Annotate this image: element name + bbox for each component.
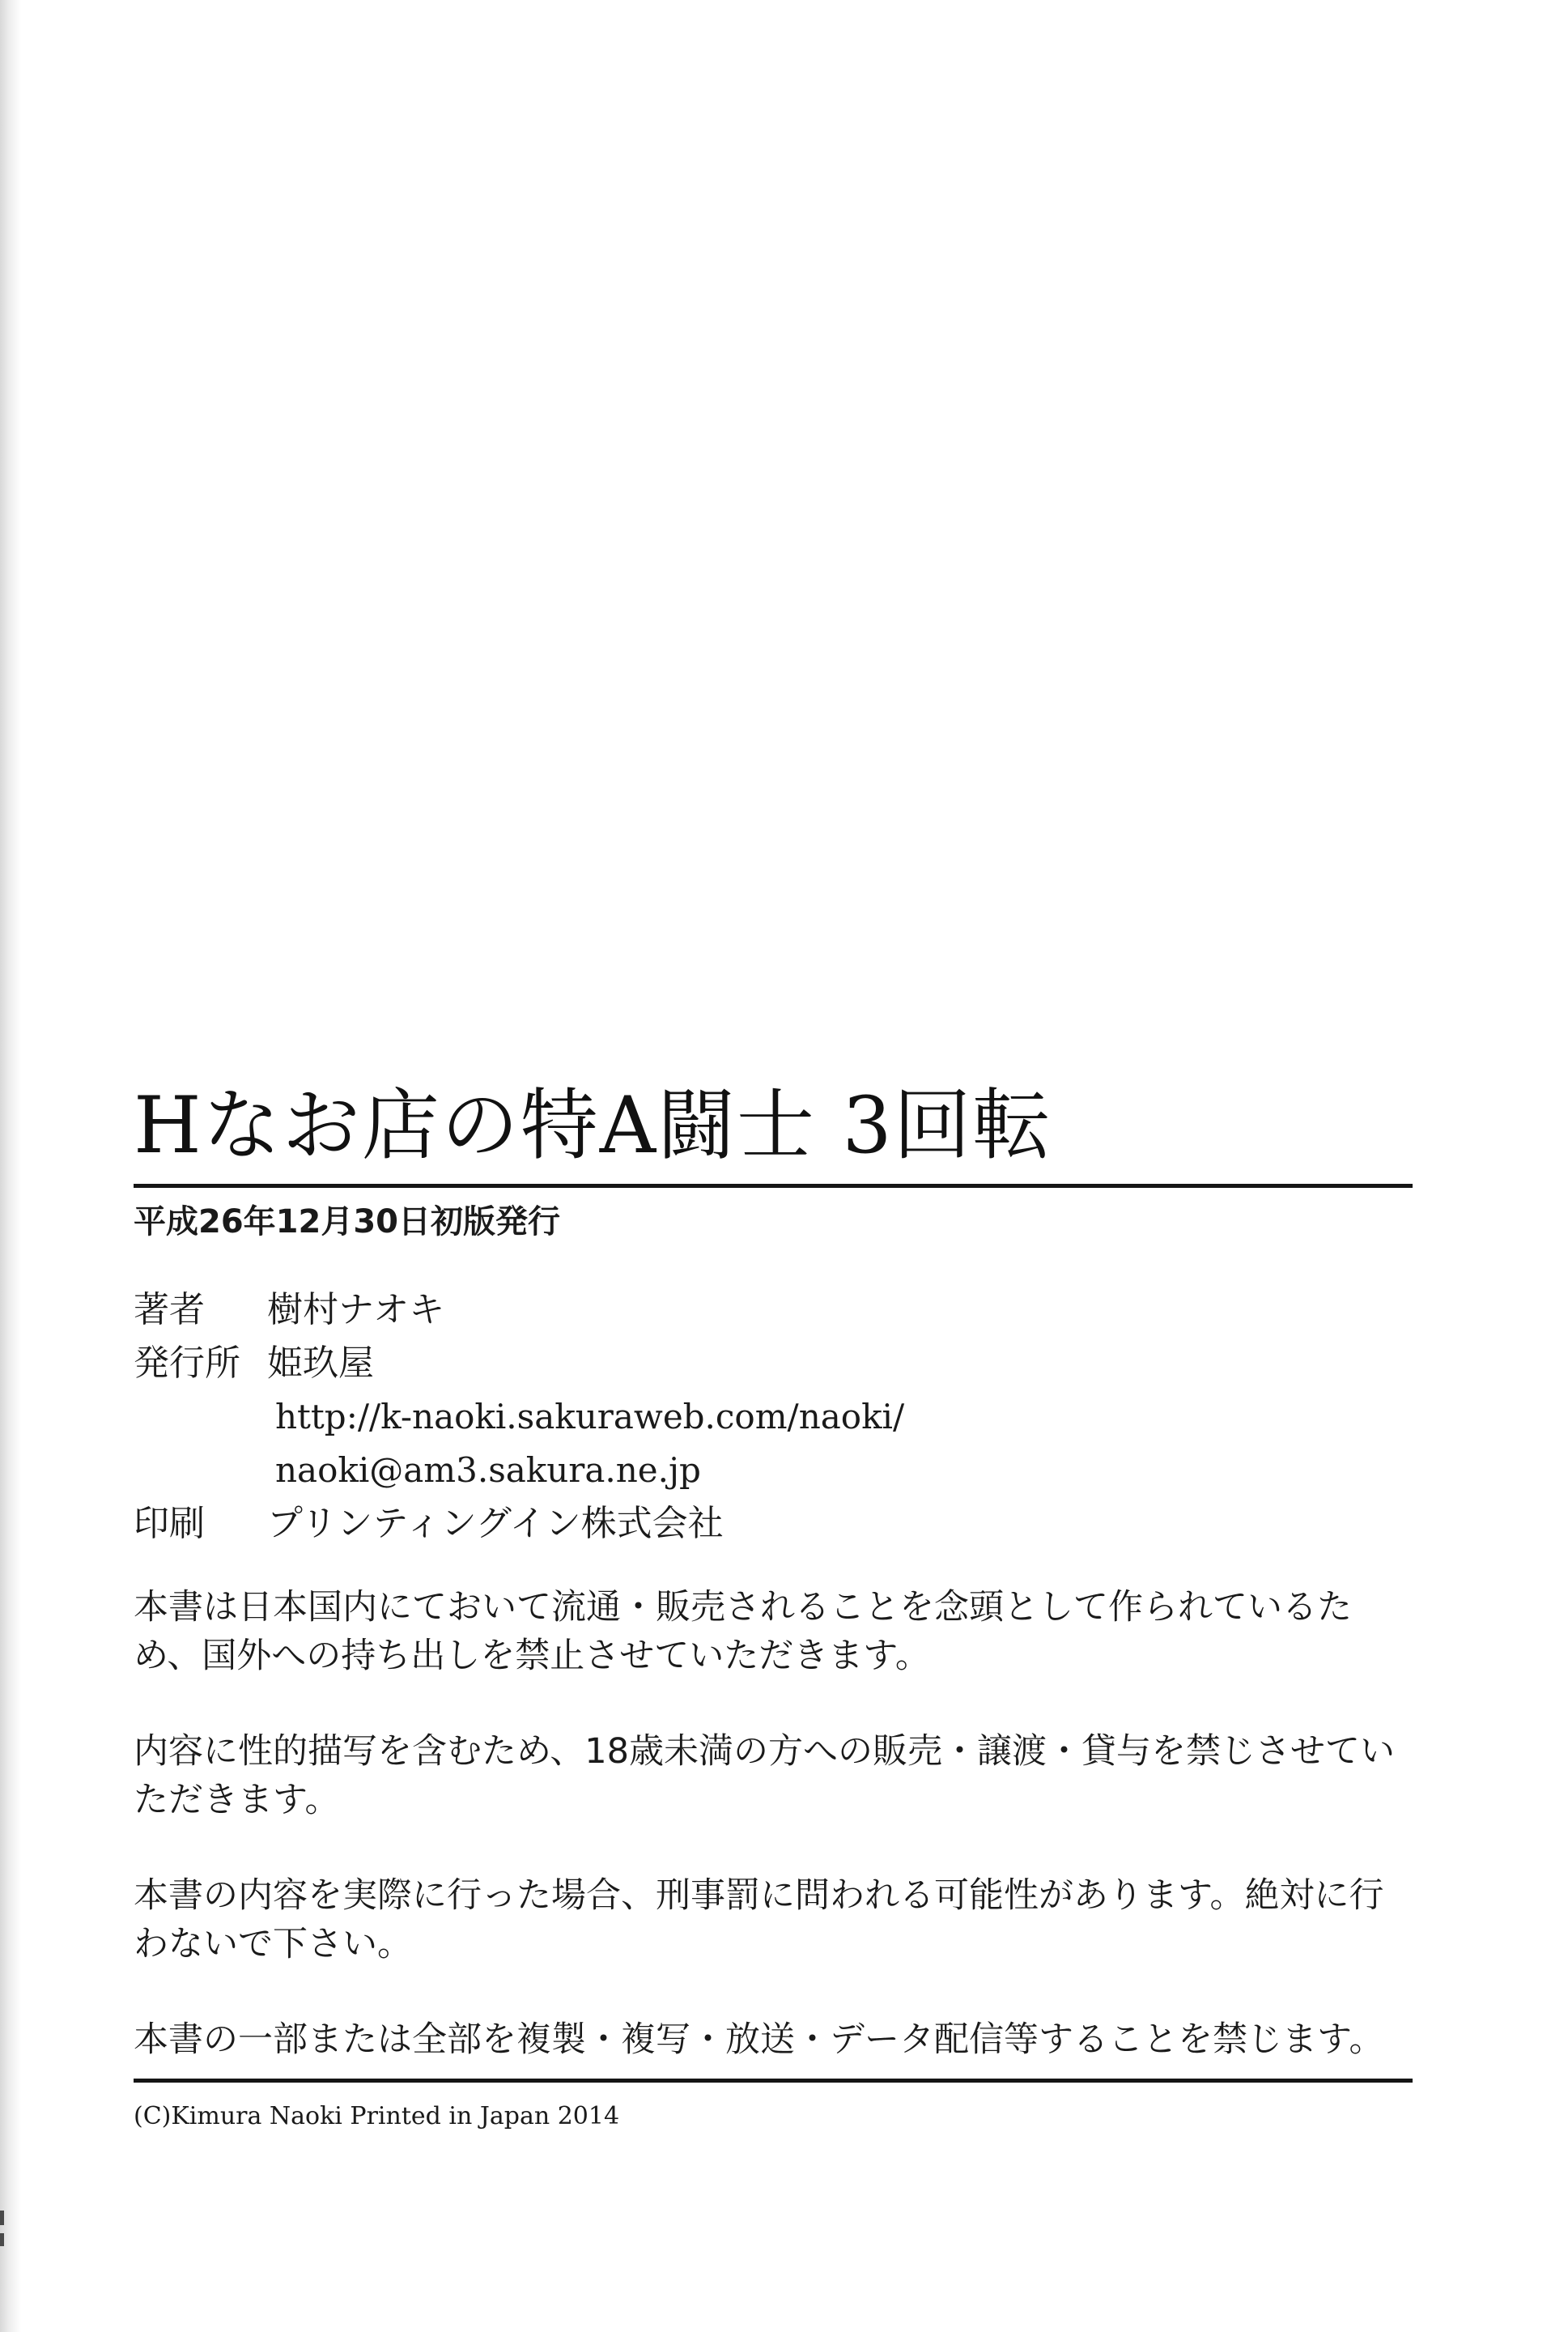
- scan-mark: [0, 2233, 4, 2246]
- scan-mark: [0, 2211, 4, 2225]
- email-link[interactable]: naoki@am3.sakura.ne.jp: [275, 1450, 701, 1490]
- book-title: Hなお店の特A闘士 3回転: [134, 1080, 1052, 1171]
- bottom-rule: [134, 2079, 1413, 2083]
- page-binding-shadow: [0, 0, 21, 2332]
- email-row: [134, 1444, 1413, 1497]
- title-rule: [134, 1184, 1413, 1188]
- publisher-label: 発行所: [134, 1343, 240, 1384]
- copyright: (C)Kimura Naoki Printed in Japan 2014: [134, 2102, 620, 2130]
- publisher-row: [134, 1337, 1413, 1390]
- colophon: [134, 1077, 1413, 2134]
- printer-label: 印刷: [134, 1503, 205, 1544]
- author-label: 著者: [134, 1289, 205, 1330]
- printer-row: [134, 1497, 1413, 1551]
- notice-export: 本書は日本国内にておいて流通・販売されることを念頭として作られているため、国外への持ち出しを禁止させていただきます。: [134, 1587, 1352, 1676]
- publication-date: 平成26年12月30日初版発行: [134, 1203, 560, 1240]
- credits: [134, 1283, 1413, 1551]
- printer-name: プリンティングイン株式会社: [267, 1503, 724, 1544]
- notice-reproduction: 本書の一部または全部を複製・複写・放送・データ配信等することを禁じます。: [134, 2019, 1384, 2060]
- legal-notices: [134, 1583, 1413, 2064]
- author-name: 樹村ナオキ: [267, 1289, 445, 1330]
- website-row: [134, 1390, 1413, 1444]
- website-link[interactable]: http://k-naoki.sakuraweb.com/naoki/: [275, 1397, 905, 1436]
- notice-age-restriction: 内容に性的描写を含むため、18歳未満の方への販売・譲渡・貸与を禁じさせていただきます。: [134, 1731, 1395, 1820]
- author-row: [134, 1283, 1413, 1337]
- publisher-name: 姫玖屋: [267, 1343, 374, 1384]
- notice-criminal-warning: 本書の内容を実際に行った場合、刑事罰に問われる可能性があります。絶対に行わないで下さい。: [134, 1875, 1384, 1964]
